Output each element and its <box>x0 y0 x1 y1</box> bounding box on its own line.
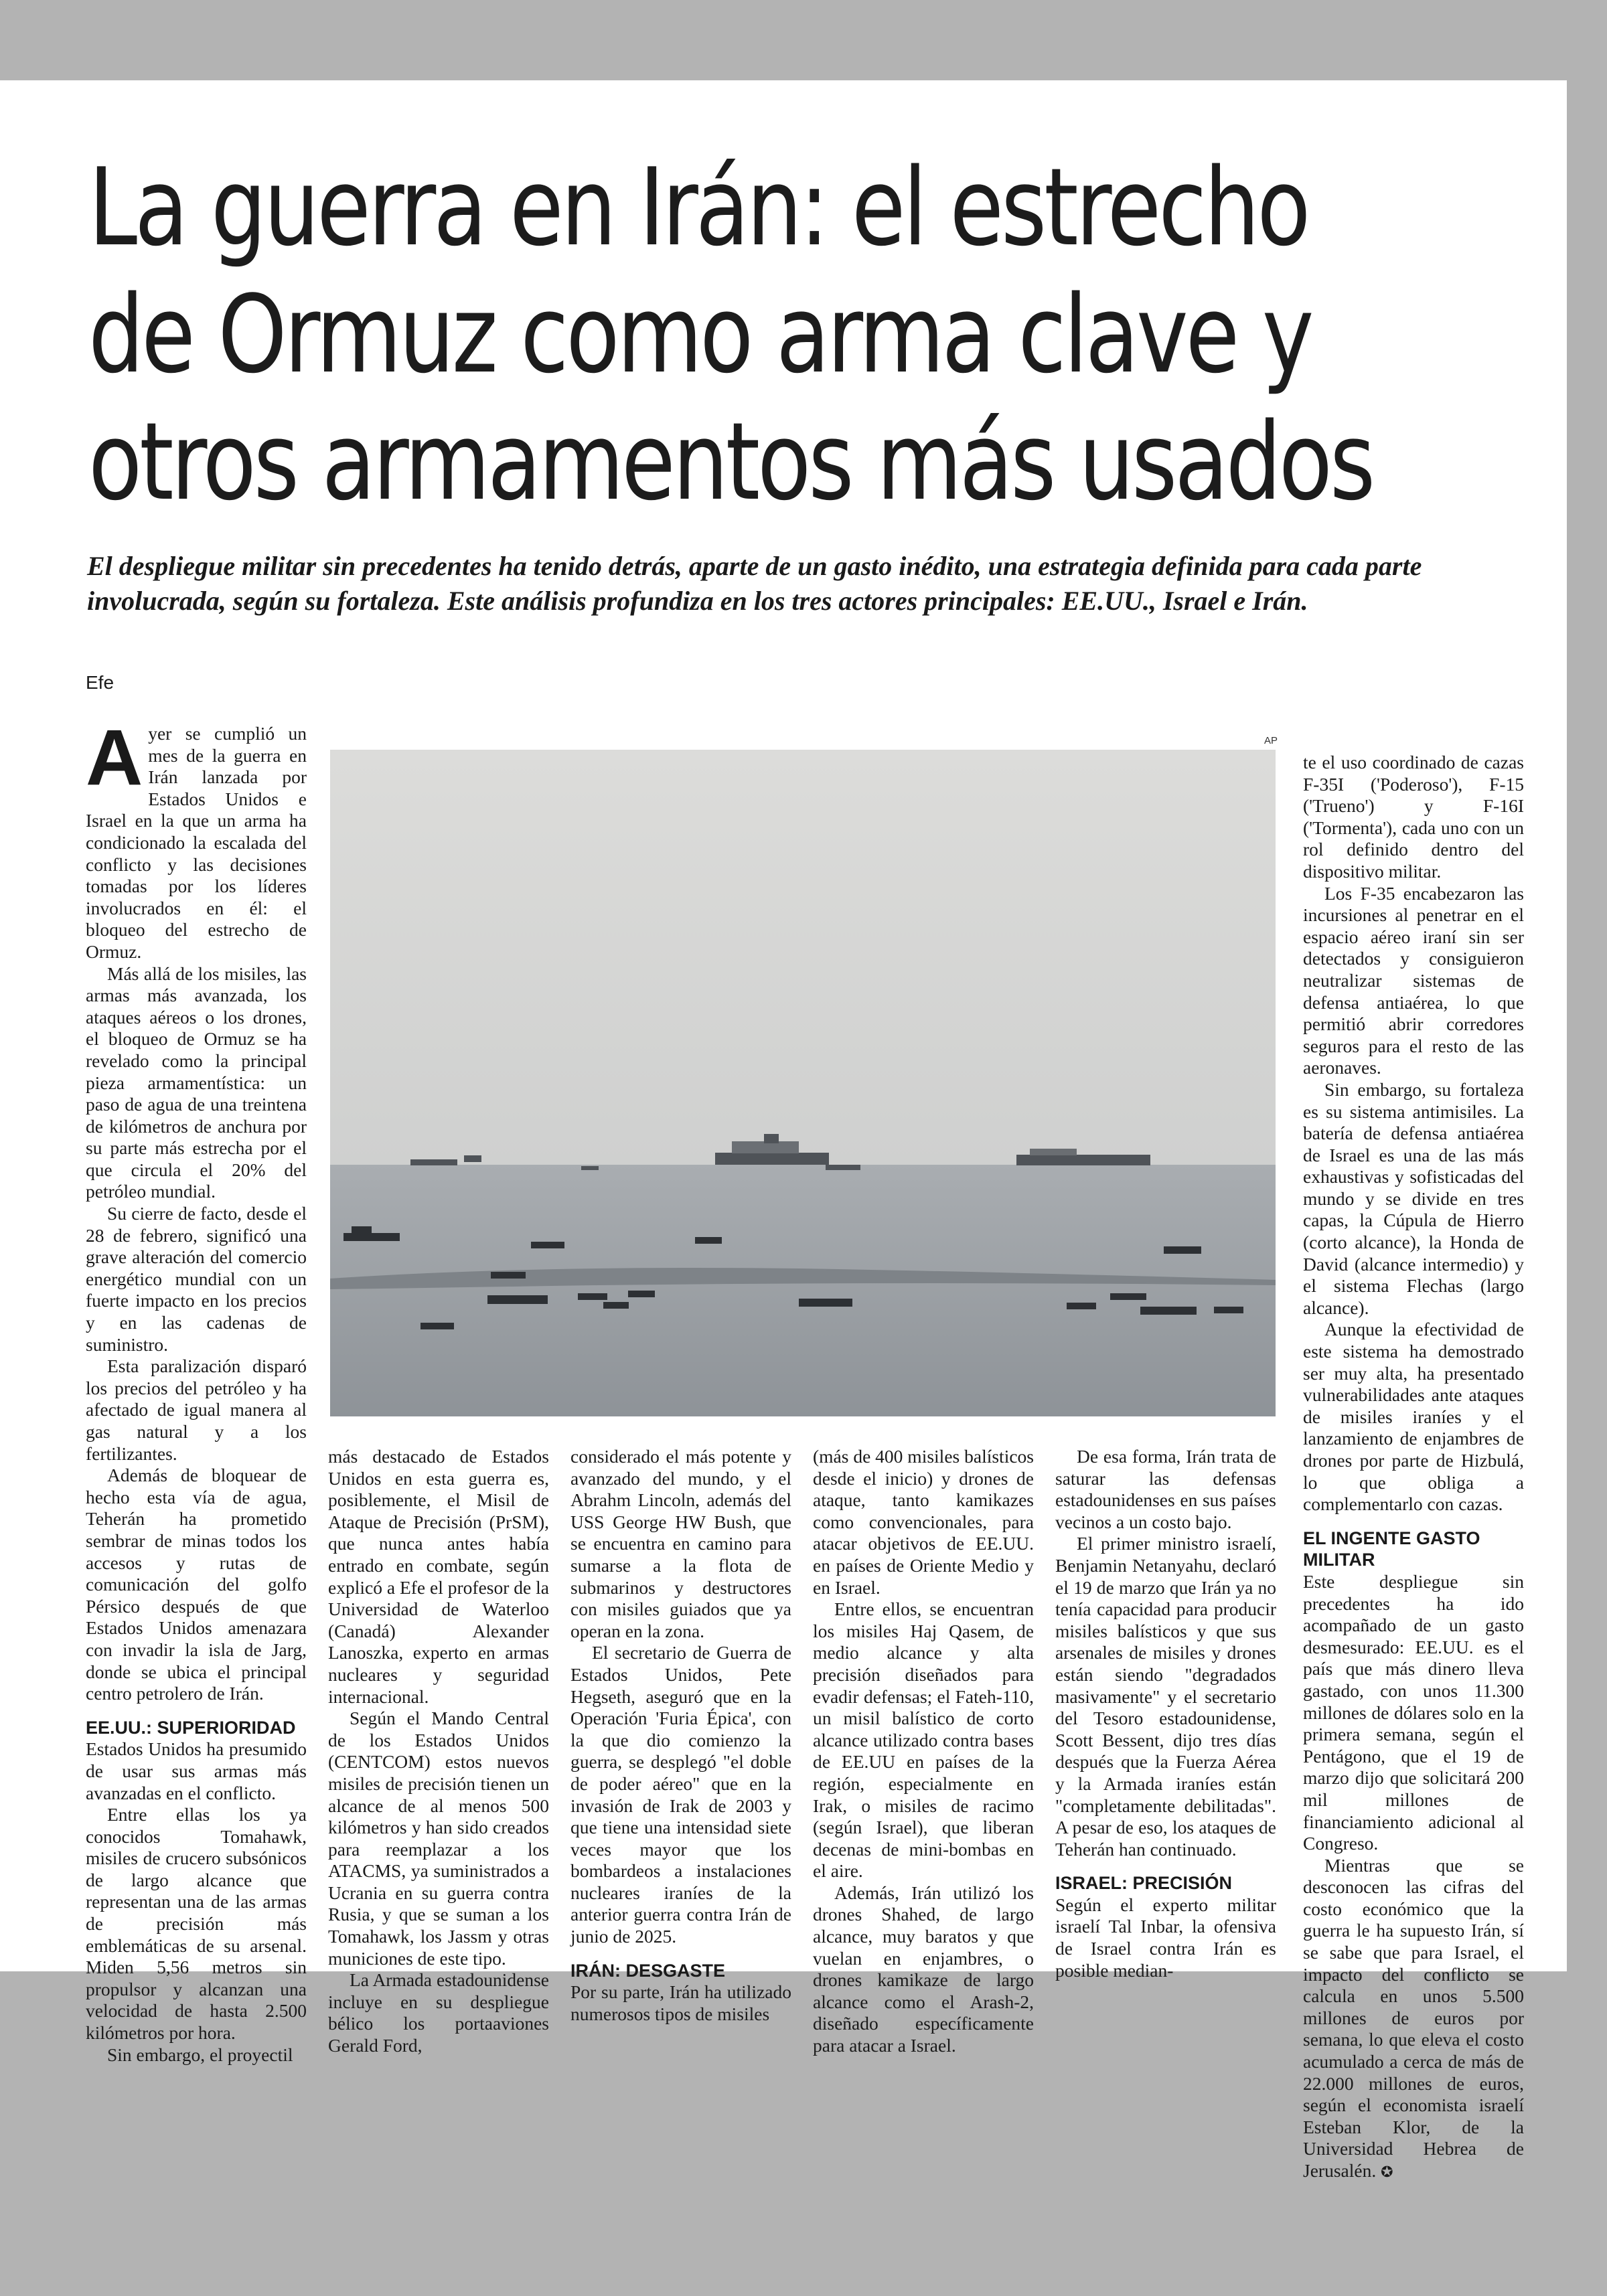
column-3 <box>570 1446 791 2025</box>
body-paragraph: Mientras que se desconocen las cifras del costo económico que la guerra le ha supuesto Irán, sí se sabe que para Israel, el impacto del conflicto se calcula en unos 5.500 millones de euros por semana, lo que eleva el costo acumulado a cerca de más de 22.000 millones de euros, según el economista israelí Esteban Klor, de la Universidad Hebrea de Jerusalén. ✪ <box>1303 1854 1524 2181</box>
column-2 <box>328 1446 549 2057</box>
intro-paragraph: Ayer se cumplió un mes de la guerra en Irán lanzada por Estados Unidos e Israel en la que un arma ha condicionado la escalada del conflicto y las decisiones tomadas por los líderes involucrados en él: el bloqueo del estrecho de Ormuz. <box>86 714 307 962</box>
column-5 <box>1055 1446 1276 1981</box>
body-paragraph: Según el Mando Central de los Estados Unidos (CENTCOM) estos nuevos misiles de precisión tienen un alcance de al menos 500 kilómetros y han sido creados para reemplazar a los ATACMS, ya suministrados a Ucrania en su guerra contra Rusia, y que se suman a los Tomahawk, los Jassm y otras municiones de este tipo. <box>328 1708 549 1969</box>
body-paragraph: La Armada estadounidense incluye en su despliegue bélico los portaaviones Gerald Ford, <box>328 1969 549 2056</box>
body-paragraph: El primer ministro israelí, Benjamin Netanyahu, declaró el 19 de marzo que Irán ya no tenía capacidad para producir misiles balísticos y que sus arsenales de misiles y drones están siendo "degradados masivamente" y el secretario del Tesoro estadounidense, Scott Bessent, dijo tres días después que la Fuerza Aérea y la Armada iraníes están "completamente debilitadas". A pesar de eso, los ataques de Teherán han continuado. <box>1055 1533 1276 1860</box>
body-paragraph: Los F-35 encabezaron las incursiones al penetrar en el espacio aéreo iraní sin ser detectados y consiguieron neutralizar sistemas de defensa antiaérea, lo que permitió abrir corredores seguros para el resto de las aeronaves. <box>1303 882 1524 1078</box>
body-paragraph: Además, Irán utilizó los drones Shahed, de largo alcance, muy baratos y que vuelan en enjambres, o drones kamikaze de largo alcance como el Arash-2, diseñado específicamente para atacar a Israel. <box>813 1882 1034 2056</box>
column-6 <box>1303 752 1524 2184</box>
body-paragraph: Sin embargo, su fortaleza es su sistema antimisiles. La batería de defensa antiaérea de Israel es una de las más exhaustivas y sofisticadas del mundo y se divide en tres capas, la Cúpula de Hierro (corto alcance), la Honda de David (alcance intermedio) y el sistema Flechas (largo alcance). <box>1303 1078 1524 1318</box>
drop-cap: A <box>86 714 143 802</box>
body-paragraph: más destacado de Estados Unidos en esta guerra es, posiblemente, el Misil de Ataque de Precisión (PrSM), que nunca antes había entrado en combate, según explicó a Efe el profesor de la Universidad de Waterloo (Canadá) Alexander Lanoszka, experto en armas nucleares y seguridad internacional. <box>328 1446 549 1707</box>
photo-credit: AP <box>1264 735 1278 746</box>
column-4 <box>813 1446 1034 2057</box>
body-paragraph: Sin embargo, el proyectil <box>107 2044 293 2065</box>
body-paragraph: Entre ellas los ya conocidos Tomahawk, misiles de crucero subsónicos de largo alcance que representan una de las armas de precisión más emblemáticas de su arsenal. Miden 5,56 metros sin propulsor y alcanzan una velocidad de hasta 2.500 kilómetros por hora. <box>86 1804 307 2044</box>
section-heading-israel: ISRAEL: PRECISIÓN <box>1055 1873 1233 1894</box>
end-mark-icon: ✪ <box>1381 2164 1393 2181</box>
newspaper-page <box>0 80 1567 2181</box>
body-paragraph: Este despliegue sin precedentes ha ido acompañado de un gasto desmesurado: EE.UU. es el país que más dinero lleva gastado, con unos 11.300 millones de dólares solo en la primera semana, según el Pentágono, que el 19 de marzo dijo que solicitará 200 mil millones de financiamiento adicional al Congreso. <box>1303 1570 1524 1854</box>
body-paragraph: El secretario de Guerra de Estados Unidos, Pete Hegseth, aseguró que en la Operación 'Furia Épica', con la que dio comienzo la guerra, se desplegó "el doble de poder aéreo" que en la invasión de Irak de 2003 y que tiene una intensidad siete veces mayor que los bombardeos a instalaciones nucleares iraníes de la anterior guerra contra Irán de junio de 2025. <box>570 1642 791 1947</box>
section-heading-cost: EL INGENTE GASTO MILITAR <box>1303 1528 1480 1570</box>
body-paragraph: Entre ellos, se encuentran los misiles Haj Qasem, de medio alcance y alta precisión diseñados para evadir defensas; el Fateh-110, un misil balístico de corto alcance utilizado contra bases de EE.UU en países de la región, especialmente en Irak, o misiles de racimo (según Israel), que liberan decenas de mini-bombas en el aire. <box>813 1598 1034 1882</box>
intro-paragraph: Más allá de los misiles, las armas más avanzada, los ataques aéreos o los drones, el bloqueo de Ormuz se ha revelado como la principal pieza armamentística: un paso de agua de una treintena de kilómetros de anchura por su parte más estrecha por el que circula el 20% del petróleo mundial. <box>86 963 307 1202</box>
headline <box>88 144 1373 525</box>
headline-line-3: otros armamentos más usados <box>88 399 1373 524</box>
body-paragraph: Por su parte, Irán ha utilizado numerosos tipos de misiles <box>570 1981 791 2024</box>
body-paragraph: De esa forma, Irán trata de saturar las defensas estadounidenses en sus países vecinos a un costo bajo. <box>1055 1446 1276 1532</box>
intro-paragraph: Además de bloquear de hecho esta vía de agua, Teherán ha prometido sembrar de minas todos los accesos y rutas de comunicación del golfo Pérsico después de que Estados Unidos amenazara con invadir la isla de Jarg, donde se ubica el principal centro petrolero de Irán. <box>86 1465 307 1704</box>
body-paragraph: (más de 400 misiles balísticos desde el inicio) y drones de ataque, tanto kamikazes como convencionales, para atacar objetivos de EE.UU. en países de Oriente Medio y en Israel. <box>813 1446 1034 1598</box>
lede: El despliegue militar sin precedentes ha tenido detrás, aparte de un gasto inédito, una estrategia definida para cada parte involucrada, según su fortaleza. Este análisis profundiza en los tres actores principales: EE.UU., Israel e Irán. <box>87 551 1422 616</box>
body-paragraph: considerado el más potente y avanzado del mundo, y el Abrahm Lincoln, además del USS George HW Bush, que se encuentra en camino para sumarse a la flota de submarinos y destructores con misiles guiados que ya operan en la zona. <box>570 1446 791 1641</box>
section-heading-iran: IRÁN: DESGASTE <box>570 1960 726 1981</box>
column-1 <box>86 714 307 2066</box>
intro-paragraph: Esta paralización disparó los precios del petróleo y ha afectado de igual manera al gas natural y a los fertilizantes. <box>86 1356 307 1464</box>
body-paragraph: Estados Unidos ha presumido de usar sus armas más avanzadas en el conflicto. <box>86 1738 307 1803</box>
body-paragraph: te el uso coordinado de cazas F-35I ('Poderoso'), F-15 ('Trueno') y F-16I ('Tormenta'), cada uno con un rol definido dentro del dispositivo militar. <box>1303 752 1524 882</box>
strait-of-hormuz-photo <box>330 750 1276 1416</box>
byline: Efe <box>86 672 114 693</box>
body-paragraph: Aunque la efectividad de este sistema ha demostrado ser muy alta, ha presentado vulnerabilidades ante ataques de misiles iraníes y el lanzamiento de enjambres de drones por parte de Hizbulá, lo que obliga a complementarlo con cazas. <box>1303 1319 1524 1515</box>
headline-line-1: La guerra en Irán: el estrecho <box>88 145 1308 270</box>
body-paragraph: Según el experto militar israelí Tal Inbar, la ofensiva de Israel contra Irán es posible median- <box>1055 1894 1276 1981</box>
section-heading-usa: EE.UU.: SUPERIORIDAD <box>86 1717 296 1738</box>
headline-line-2: de Ormuz como arma clave y <box>88 272 1312 397</box>
intro-paragraph: Su cierre de facto, desde el 28 de febrero, significó una grave alteración del comercio energético mundial con un fuerte impacto en los precios y en las cadenas de suministro. <box>86 1203 307 1355</box>
